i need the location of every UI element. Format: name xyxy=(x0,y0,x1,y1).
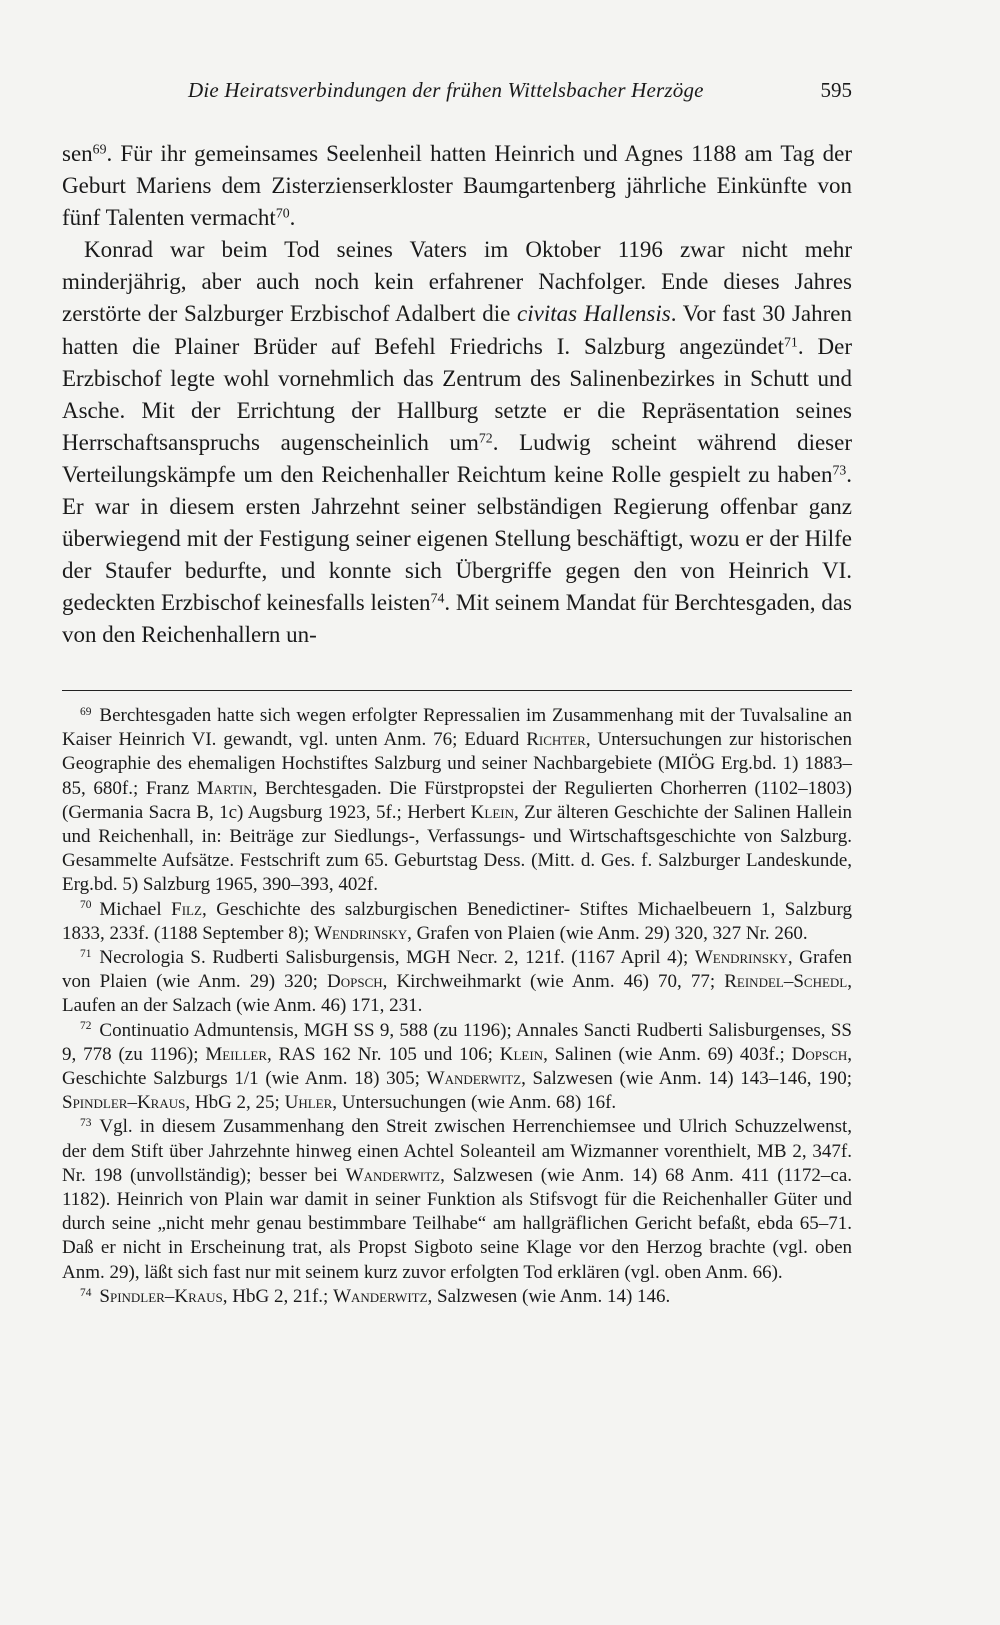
text-run: Continuatio Admuntensis, MGH SS 9, 588 (zu 1196); Annales Sancti Rudberti Salisburgenses, SS 9, 778 (zu 1196); xyxy=(62,1019,852,1065)
text-run: . Für ihr gemeinsames Seelenheil hatten Heinrich und Agnes 1188 am Tag der Geburt Mariens dem Zisterzienserkloster Baumgartenberg jährliche Einkünfte von fünf Talenten vermacht xyxy=(62,141,852,231)
footnote-number: 70 xyxy=(80,899,92,912)
page-header xyxy=(62,78,852,108)
footnote-number: 72 xyxy=(80,1020,92,1033)
author-name: Uhler xyxy=(284,1092,333,1114)
author-name: Wendrinsky xyxy=(694,947,788,969)
footnote-70 xyxy=(62,898,852,946)
text-run: . Mit seinem Mandat für Berchtesgaden, das von den Reichenhallern un- xyxy=(62,590,852,648)
text-run: Vgl. in diesem Zusammenhang den Streit zwischen Herrenchiemsee und Ulrich Schuzzelwenst, der dem Stift über Jahrzehnte hinweg einen Achtel Soleanteil am Wizmanner vorenthielt, MB 2, 347f. Nr. 198 (unvollständig); besser bei xyxy=(62,1116,852,1186)
footnote-ref-70: 70 xyxy=(275,205,290,221)
footnote-ref-73: 73 xyxy=(832,462,847,478)
footnote-number: 74 xyxy=(80,1286,92,1299)
text-run: , Grafen von Plaien (wie Anm. 29) 320, 327 Nr. 260. xyxy=(407,922,808,944)
text-run: , Laufen an der Salzach (wie Anm. 46) 171, 231. xyxy=(62,971,852,1017)
paragraph-2 xyxy=(62,234,852,651)
footnote-ref-71: 71 xyxy=(784,333,798,349)
text-run: . Er war in diesem ersten Jahrzehnt seiner selbständigen Regierung offenbar ganz überwiegend mit der Festigung seiner eigenen Stellung beschäftigt, wozu er der Hilfe der Staufer bedurfte, und konnte sich Übergriffe gegen den von Heinrich VI. gedeckten Erzbischof keinesfalls leisten xyxy=(62,461,852,616)
text-run: , Geschichte des salzburgischen Benedictiner- Stiftes Michaelbeuern 1, Salzburg 1833, 233f. (1188 September 8); xyxy=(62,898,852,944)
author-name: Wanderwitz xyxy=(426,1068,522,1090)
text-run: sen xyxy=(62,141,93,166)
author-name: Wendrinsky xyxy=(314,922,408,944)
footnote-69 xyxy=(62,704,852,898)
text-run: . Ludwig scheint während dieser Verteilungskämpfe um den Reichenhaller Reichtum keine Rolle gespielt zu haben xyxy=(62,429,852,487)
text-run: , Berchtesgaden. Die Fürstpropstei der Regulierten Chorherren (1102–1803) (Germania Sacra B, 1c) Augsburg 1923, 5f.; Herbert xyxy=(62,777,852,823)
text-run: , HbG 2, 21f.; xyxy=(222,1285,334,1307)
text-run: , Geschichte Salzburgs 1/1 (wie Anm. 18) 305; xyxy=(62,1043,852,1090)
footnote-number: 73 xyxy=(80,1117,92,1130)
text-run: , Grafen von Plaien (wie Anm. 29) 320; xyxy=(62,947,852,993)
text-run: . Der Erzbischof legte wohl vornehmlich das Zentrum des Salinenbezirkes in Schutt und Asche. Mit der Errichtung der Hallburg setzte er die Repräsentation seines Herrschaftsanspruchs augenscheinlich um xyxy=(62,333,852,455)
author-name: Spindler–Kraus xyxy=(99,1285,223,1307)
running-title: Die Heiratsverbindungen der frühen Wittelsbacher Herzöge xyxy=(188,78,704,102)
text-run: , Salzwesen (wie Anm. 14) 68 Anm. 411 (1172–ca. 1182). Heinrich von Plain war damit in seiner Funktion als Stifsvogt für die Reichenhaller Güter und durch seine „nicht mehr genau bestimmbare Teilhabe“ am hallgräflichen Gericht befaßt, ebda 65–71. Daß er nicht in Erscheinung trat, als Propst Sigboto seine Klage vor den Herzog brachte (vgl. oben Anm. 29), läßt sich fast nur mit seinem kurz zuvor erfolgten Tod erklären (vgl. oben Anm. 66). xyxy=(62,1164,852,1283)
page-number: 595 xyxy=(820,78,852,102)
author-name: Filz xyxy=(171,898,202,920)
text-run: Konrad war beim Tod seines Vaters im Oktober 1196 zwar nicht mehr minderjährig, aber auch noch kein erfahrener Nachfolger. Ende dieses Jahres zerstörte der Salzburger Erzbischof Adalbert die xyxy=(62,237,852,327)
text-run: Berchtesgaden hatte sich wegen erfolgter Repressalien im Zusammenhang mit der Tuvalsaline an Kaiser Heinrich VI. gewandt, vgl. unten Anm. 76; Eduard xyxy=(62,705,852,751)
text-run: . Vor fast 30 Jahren hatten die Plainer Brüder auf Befehl Friedrichs I. Salzburg angezündet xyxy=(62,301,852,359)
footnote-ref-72: 72 xyxy=(478,430,493,446)
text-run: , Salinen (wie Anm. 69) 403f.; xyxy=(543,1043,792,1065)
paragraph-1 xyxy=(62,138,852,234)
author-name: Spindler–Kraus xyxy=(62,1092,186,1114)
author-name: Reindel–Schedl xyxy=(724,971,848,993)
footnote-72 xyxy=(62,1019,852,1116)
footnotes xyxy=(62,704,852,1309)
author-name: Klein xyxy=(499,1043,544,1065)
text-run: , Zur älteren Geschichte der Salinen Hallein und Reichenhall, in: Beiträge zur Siedlungs-, Verfassungs- und Wirtschaftsgeschichte von Salzburg. Gesammelte Aufsätze. Festschrift zum 65. Geburtstag Dess. (Mitt. d. Ges. f. Salzburger Landeskunde, Erg.bd. 5) Salzburg 1965, 390–393, 402f. xyxy=(62,801,852,896)
text-run: , RAS 162 Nr. 105 und 106; xyxy=(267,1043,500,1065)
footnote-ref-69: 69 xyxy=(92,141,107,157)
footnote-number: 69 xyxy=(80,705,92,718)
author-name: Dopsch xyxy=(791,1043,848,1065)
footnote-rule xyxy=(62,690,852,691)
text-run: Necrologia S. Rudberti Salisburgensis, MGH Necr. 2, 121f. (1167 April 4); xyxy=(99,947,695,969)
author-name: Richter xyxy=(526,729,586,751)
footnote-71 xyxy=(62,946,852,1019)
text-run: , Untersuchungen zur historischen Geographie des ehemaligen Hochstiftes Salzburg und seiner Nachbargebiete (MIÖG Erg.bd. 1) 1883–85, 680f.; Franz xyxy=(62,729,853,799)
footnote-73 xyxy=(62,1115,852,1284)
footnote-74 xyxy=(62,1285,852,1309)
text-run: , Kirchweihmarkt (wie Anm. 46) 70, 77; xyxy=(382,971,725,993)
author-name: Klein xyxy=(470,801,514,823)
author-name: Wanderwitz xyxy=(333,1285,428,1307)
footnote-number: 71 xyxy=(80,947,92,960)
text-run: , Salzwesen (wie Anm. 14) 143–146, 190; xyxy=(521,1068,852,1090)
footnote-ref-74: 74 xyxy=(430,590,445,606)
italic-term: civitas Hallensis xyxy=(517,301,671,327)
text-run: , Untersuchungen (wie Anm. 68) 16f. xyxy=(332,1092,617,1114)
main-text xyxy=(62,138,852,652)
text-run: , Salzwesen (wie Anm. 14) 146. xyxy=(427,1285,671,1307)
author-name: Wanderwitz xyxy=(345,1164,441,1186)
author-name: Meiller xyxy=(205,1043,268,1065)
author-name: Martin xyxy=(196,777,253,799)
text-run: , HbG 2, 25; xyxy=(185,1092,285,1114)
author-name: Dopsch xyxy=(327,971,383,993)
text-run: Michael xyxy=(99,898,172,920)
text-run: . xyxy=(289,205,296,231)
